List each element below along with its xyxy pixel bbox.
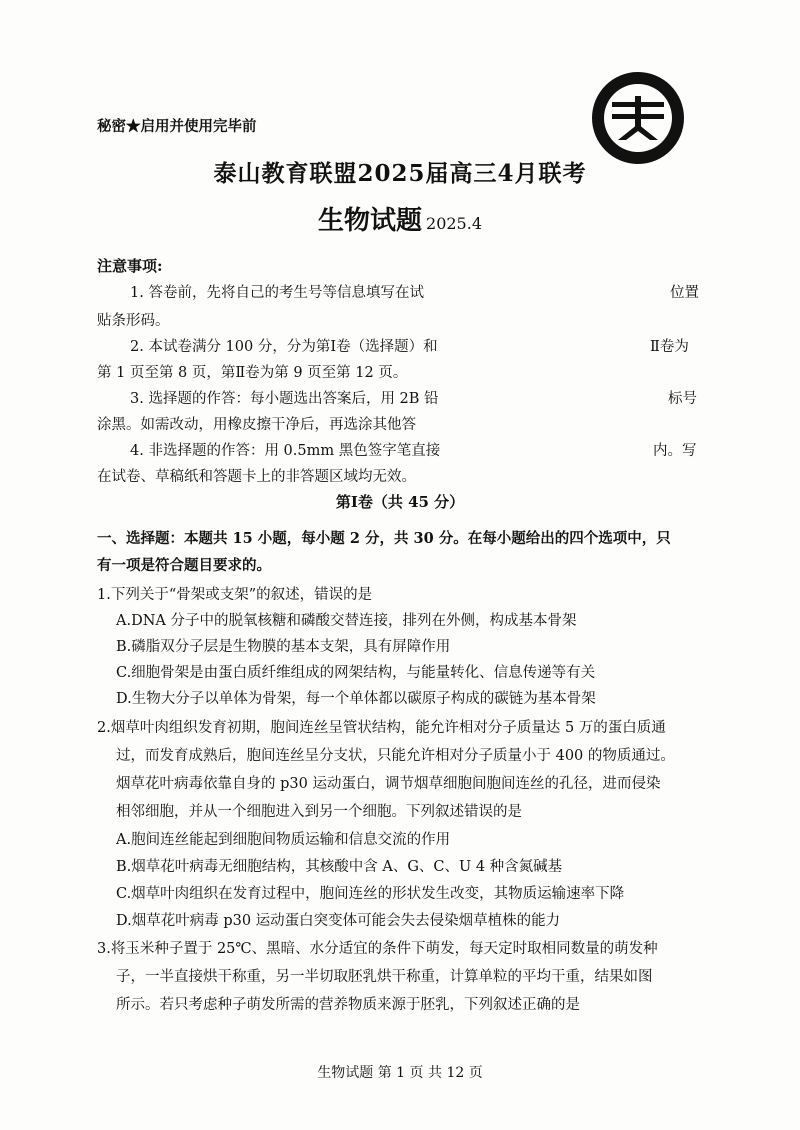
confidential-label: 秘密★启用并使用完毕前 xyxy=(97,118,257,135)
exam-date: 2025.4 xyxy=(426,214,482,233)
notes-heading: 注意事项: xyxy=(97,257,163,275)
question-1-option-b: B.磷脂双分子层是生物膜的基本支架，具有屏障作用 xyxy=(116,639,451,655)
question-2-option-a: A.胞间连丝能起到细胞间物质运输和信息交流的作用 xyxy=(116,832,451,848)
section-instruction: 有一项是符合题目要求的。 xyxy=(97,557,271,574)
question-2-stem: 烟草花叶病毒依靠自身的 p30 运动蛋白，调节烟草细胞间胞间连丝的孔径，进而侵染 xyxy=(116,776,661,792)
school-seal-logo xyxy=(590,70,686,166)
note-fragment: 内。写 xyxy=(653,443,697,459)
note-fragment: 标号 xyxy=(668,391,697,407)
note-line: 1. 答卷前，先将自己的考生号等信息填写在试 xyxy=(130,285,424,301)
note-line: 第 1 页至第 8 页，第Ⅱ卷为第 9 页至第 12 页。 xyxy=(97,365,408,381)
note-line: 涂黑。如需改动，用橡皮擦干净后，再选涂其他答 xyxy=(97,417,416,433)
obscured-region xyxy=(462,268,662,468)
question-2-option-c: C.烟草叶肉组织在发育过程中，胞间连丝的形状发生改变，其物质运输速率下降 xyxy=(116,886,625,902)
question-1-option-d: D.生物大分子以单体为骨架，每一个单体都以碳原子构成的碳链为基本骨架 xyxy=(116,691,596,707)
subject-name: 生物试题 xyxy=(318,206,423,236)
note-line: 在试卷、草稿纸和答题卡上的非答题区域均无效。 xyxy=(97,469,416,485)
question-2-option-b: B.烟草花叶病毒无细胞结构，其核酸中含 A、G、C、U 4 种含氮碱基 xyxy=(116,859,563,875)
page-footer: 生物试题 第 1 页 共 12 页 xyxy=(317,1065,483,1081)
question-1-stem: 1.下列关于“骨架或支架”的叙述，错误的是 xyxy=(97,587,373,603)
note-fragment: Ⅱ卷为 xyxy=(650,339,689,355)
note-line: 2. 本试卷满分 100 分，分为第Ⅰ卷（选择题）和 xyxy=(130,339,438,355)
question-3-stem: 子，一半直接烘干称重，另一半切取胚乳烘干称重，计算单粒的平均干重，结果如图 xyxy=(116,969,653,985)
question-2-stem: 过，而发育成熟后，胞间连丝呈分支状，只能允许相对分子质量小于 400 的物质通过。 xyxy=(116,748,675,764)
question-1-option-a: A.DNA 分子中的脱氧核糖和磷酸交替连接，排列在外侧，构成基本骨架 xyxy=(116,613,577,629)
note-fragment: 位置 xyxy=(670,285,699,301)
section-title: 第Ⅰ卷（共 45 分） xyxy=(335,493,465,511)
question-2-stem: 2.烟草叶肉组织发育初期，胞间连丝呈管状结构，能允许相对分子质量达 5 万的蛋白质通 xyxy=(97,720,666,736)
note-line: 贴条形码。 xyxy=(97,313,170,329)
section-instruction: 一、选择题：本题共 15 小题，每小题 2 分，共 30 分。在每小题给出的四个选项中，只 xyxy=(97,530,671,547)
subject-title xyxy=(0,200,800,237)
question-2-stem: 相邻细胞，并从一个细胞进入到另一个细胞。下列叙述错误的是 xyxy=(116,804,522,820)
question-3-stem: 所示。若只考虑种子萌发所需的营养物质来源于胚乳，下列叙述正确的是 xyxy=(116,997,580,1013)
note-line: 3. 选择题的作答：每小题选出答案后，用 2B 铅 xyxy=(130,391,439,407)
exam-title: 泰山教育联盟2025届高三4月联考 xyxy=(213,160,587,187)
question-1-option-c: C.细胞骨架是由蛋白质纤维组成的网架结构，与能量转化、信息传递等有关 xyxy=(116,665,596,681)
question-3-stem: 3.将玉米种子置于 25℃、黑暗、水分适宜的条件下萌发，每天定时取相同数量的萌发种 xyxy=(97,941,658,957)
question-2-option-d: D.烟草花叶病毒 p30 运动蛋白突变体可能会失去侵染烟草植株的能力 xyxy=(116,913,561,929)
note-line: 4. 非选择题的作答：用 0.5mm 黑色签字笔直接 xyxy=(130,443,441,459)
